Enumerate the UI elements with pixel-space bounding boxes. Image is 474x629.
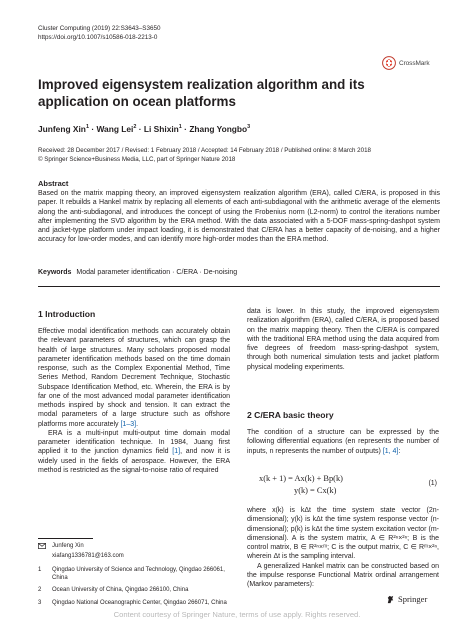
- equation-1: [247, 474, 437, 502]
- corresponding-author-name: Junfeng Xin: [52, 543, 84, 549]
- author-affiliation-sup: 1: [85, 124, 89, 131]
- author-separator: ·: [89, 124, 97, 134]
- author-name[interactable]: Junfeng Xin: [38, 124, 86, 134]
- affiliation-item: [38, 587, 228, 595]
- paragraph: [38, 429, 230, 475]
- footnotes: [38, 543, 228, 608]
- paragraph-text: .: [136, 420, 139, 428]
- author-separator: ·: [136, 124, 144, 134]
- author-name[interactable]: Li Shixin: [143, 124, 179, 134]
- abstract-text: Based on the matrix mapping theory, an improved eigensystem realization algorithm (ERA), called C/ERA, is proposed in this paper. It rebuilds a Hankel matrix by replacing all elements of each anti-subdiagonal with the arithmetic average of the elements along the anti-subdiagonal, and introduces the concept of using the Frobenius norm (L2-norm) to control the iterations number after implementing the SVD algorithm by the ERA method. With the data associated with a 5-DOF mass-spring-dashpot system and jacket-type platform under impact loading, it is demonstrated that C/ERA has a better capacity of de-noising, and a higher accuracy for low-order modes, and can identify more high-order modes than the ERA method.: [38, 190, 440, 244]
- section2-body: [247, 506, 439, 589]
- springer-logo: [386, 594, 427, 604]
- crossmark-icon: [382, 56, 396, 70]
- equation-line: x(k + 1) = Ax(k) + Bp(k): [259, 474, 343, 483]
- paragraph: where x(k) is kΔt the time system state vector (2n-dimensional); y(k) is kΔt the time system response vector (n-dimensional); p(k) is kΔt the time system excitation vector (m-dimensional). A is the system matrix, A ∈ R²ⁿ×²ⁿ; B is the control matrix, B ∈ R²ⁿ×ᵐ; C is the output matrix, C ∈ Rᵐ×²ⁿ, wherein Δt is the sampling interval.: [247, 507, 439, 561]
- paragraph: [38, 327, 230, 429]
- journal-info: [38, 25, 161, 42]
- affiliation-item: [38, 600, 228, 608]
- crossmark-badge[interactable]: [382, 56, 430, 70]
- paragraph-text: ERA is a multi-input multi-output time domain modal parameter identification technique. In 1984, Juang first applied it to the junction dynamics field: [38, 429, 230, 456]
- keywords-label: Keywords: [38, 269, 72, 276]
- affiliation-number: 2: [38, 587, 42, 594]
- affiliation-number: 3: [38, 599, 42, 606]
- abstract-heading: Abstract: [38, 179, 69, 188]
- author-affiliation-sup: 1: [178, 124, 182, 131]
- author-list: [38, 124, 250, 134]
- affiliation-number: 1: [38, 567, 42, 574]
- email-icon: [38, 543, 52, 553]
- equation-number: (1): [428, 480, 437, 487]
- author-affiliation-sup: 2: [133, 124, 137, 131]
- paper-title: Improved eigensystem realization algorithm and its application on ocean platforms: [38, 77, 365, 109]
- equation-line: y(k) = Cx(k): [294, 486, 337, 495]
- author-affiliation-sup: 3: [247, 124, 251, 131]
- copyright-line: © Springer Science+Business Media, LLC, part of Springer Nature 2018: [38, 155, 236, 163]
- doi-link[interactable]: https://doi.org/10.1007/s10586-018-2213-0: [38, 33, 158, 41]
- divider: [38, 286, 440, 287]
- left-column-text: [38, 327, 230, 475]
- footnote-divider: [38, 538, 93, 539]
- email-link[interactable]: xiafang1336781@163.com: [52, 552, 124, 559]
- publisher-name: Springer: [398, 594, 428, 604]
- history-dates: Received: 28 December 2017 / Revised: 1 February 2018 / Accepted: 14 February 2018 / Published online: 8 March 2018: [38, 147, 371, 154]
- section-heading-cera-theory: 2 C/ERA basic theory: [247, 410, 334, 420]
- section-heading-introduction: 1 Introduction: [38, 309, 96, 319]
- affiliation-text: Qingdao University of Science and Technology, Qingdao 266061, China: [52, 567, 225, 581]
- paragraph: [247, 428, 439, 456]
- paragraph-text: The condition of a structure can be expressed by the following differential equations (en represents the number of inputs, n represents the number of outputs): [247, 429, 439, 455]
- keywords-text: Modal parameter identification · C/ERA · De-noising: [76, 269, 238, 276]
- affiliation-text: Qingdao National Oceanographic Center, Qingdao 266071, China: [52, 599, 227, 606]
- corresponding-author: [38, 543, 228, 553]
- crossmark-label: CrossMark: [399, 59, 430, 67]
- author-separator: ·: [181, 124, 190, 134]
- author-name[interactable]: Wang Lei: [96, 124, 134, 134]
- publication-dates: [38, 147, 371, 164]
- paragraph-text: Effective modal identification methods can accurately obtain the relevant parameters of structures, which can grasp the health of large structures. Many scholars proposed modal parameter identification methods based on the time domain response, such as the Complex Exponential Method, Time Series Method, Random Decrement Technique, Stochastic Subspace Identification Method, etc. Wherein, the ERA is by far one of the most advanced modal parameter identification methods inspired by shock and tension. It can extract the modal parameters of a large structure such as offshore platforms more accurately: [38, 328, 230, 428]
- journal-citation: Cluster Computing (2019) 22:S3643–S3650: [38, 25, 161, 32]
- author-name[interactable]: Zhang Yongbo: [189, 124, 248, 134]
- paragraph: data is lower. In this study, the improved eigensystem realization algorithm (ERA), called C/ERA, is proposed based on the matrix mapping theory. Then the C/ERA is compared with the traditional ERA method using the data acquired from five degrees of freedom mass-spring-dashpot system, through both numerical simulation tests and jacket platform physical modeling experiments.: [247, 308, 439, 371]
- citation-link[interactable]: [1, 4]: [382, 447, 399, 455]
- affiliation-item: [38, 567, 228, 582]
- citation-link[interactable]: [1–3]: [120, 420, 137, 428]
- courtesy-watermark[interactable]: Content courtesy of Springer Nature, terms of use apply. Rights reserved.: [113, 610, 361, 619]
- paragraph-text: , and now it is widely used in the fields of aerospace. However, the ERA method is restricted as the signal-to-noise ratio of required: [38, 448, 230, 474]
- paragraph: A generalized Hankel matrix can be constructed based on the impulse response Functional Matrix ordinal arrangement (Markov parameters):: [247, 562, 439, 588]
- email-row: [38, 553, 228, 561]
- section2-intro: [247, 428, 439, 456]
- affiliation-text: Ocean University of China, Qingdao 266100, China: [52, 587, 189, 594]
- right-column-top-text: [247, 307, 439, 372]
- paragraph-text: :: [398, 447, 401, 455]
- springer-horse-icon: [386, 595, 395, 604]
- keywords-line: [38, 269, 237, 276]
- citation-link[interactable]: [1]: [172, 448, 181, 456]
